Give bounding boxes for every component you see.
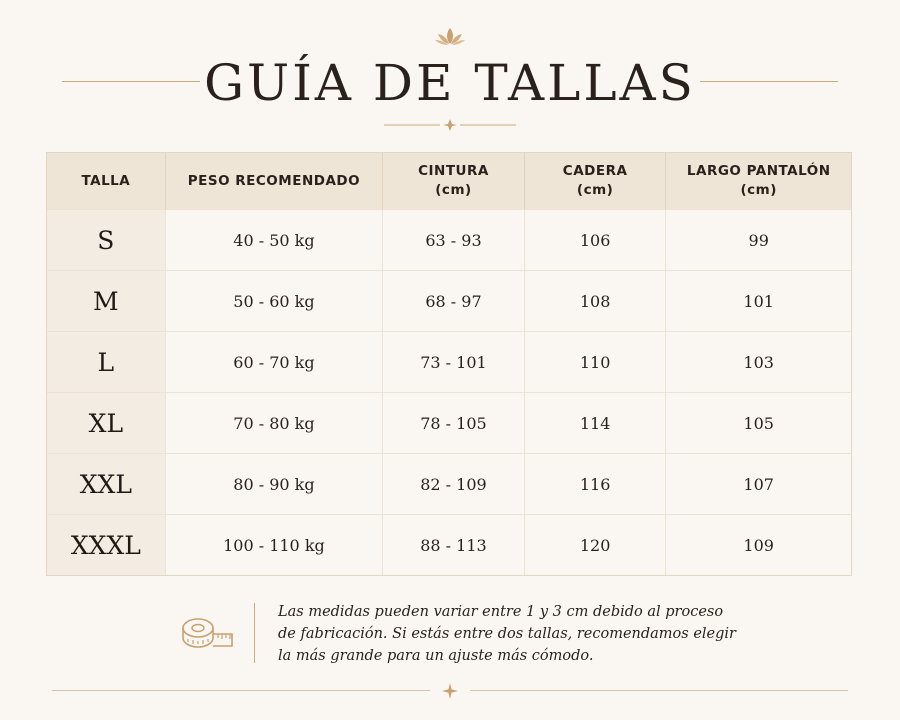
waist-cell: 82 - 109: [382, 454, 524, 514]
table-row: [47, 453, 851, 514]
length-cell: 109: [665, 515, 851, 575]
size-note: [278, 601, 748, 667]
table-header-row: [47, 153, 851, 209]
table-row: [47, 514, 851, 575]
size-cell: S: [47, 210, 165, 270]
weight-cell: 100 - 110 kg: [165, 515, 382, 575]
table-row: [47, 392, 851, 453]
lotus-ornament-icon: [434, 26, 466, 48]
hip-cell: 110: [524, 332, 666, 392]
table-row: [47, 331, 851, 392]
measuring-tape-icon: [180, 608, 236, 654]
length-cell: 107: [665, 454, 851, 514]
size-chart-table: [46, 152, 852, 576]
length-cell: 101: [665, 271, 851, 331]
table-row: [47, 270, 851, 331]
title-area: [0, 52, 900, 114]
waist-cell: 78 - 105: [382, 393, 524, 453]
hip-cell: 106: [524, 210, 666, 270]
title-divider-right: [700, 81, 838, 82]
footer-divider-left: [52, 690, 430, 691]
hip-cell: 114: [524, 393, 666, 453]
hip-cell: 116: [524, 454, 666, 514]
title-underline-ornament: [384, 117, 516, 133]
note-line: de fabricación. Si estás entre dos tallas, recomendamos elegir: [278, 626, 736, 642]
weight-cell: 40 - 50 kg: [165, 210, 382, 270]
note-line: Las medidas pueden variar entre 1 y 3 cm debido al proceso: [278, 604, 724, 620]
table-row: [47, 209, 851, 270]
size-cell: XXL: [47, 454, 165, 514]
waist-cell: 88 - 113: [382, 515, 524, 575]
header-cadera: CADERA (cm): [524, 153, 666, 209]
waist-cell: 68 - 97: [382, 271, 524, 331]
hip-cell: 108: [524, 271, 666, 331]
note-line: la más grande para un ajuste más cómodo.: [278, 648, 594, 664]
header-cintura: CINTURA (cm): [382, 153, 524, 209]
weight-cell: 80 - 90 kg: [165, 454, 382, 514]
header-talla: TALLA: [81, 172, 131, 189]
size-cell: M: [47, 271, 165, 331]
length-cell: 105: [665, 393, 851, 453]
size-cell: XXXL: [47, 515, 165, 575]
waist-cell: 73 - 101: [382, 332, 524, 392]
length-cell: 99: [665, 210, 851, 270]
weight-cell: 70 - 80 kg: [165, 393, 382, 453]
page-title: GUÍA DE TALLAS: [204, 54, 696, 112]
hip-cell: 120: [524, 515, 666, 575]
weight-cell: 60 - 70 kg: [165, 332, 382, 392]
weight-cell: 50 - 60 kg: [165, 271, 382, 331]
length-cell: 103: [665, 332, 851, 392]
footer-divider-right: [470, 690, 848, 691]
header-peso: PESO RECOMENDADO: [165, 153, 382, 209]
note-divider: [254, 603, 255, 663]
sparkle-ornament-icon: [441, 682, 459, 700]
size-cell: XL: [47, 393, 165, 453]
waist-cell: 63 - 93: [382, 210, 524, 270]
size-cell: L: [47, 332, 165, 392]
header-largo-pantalon: LARGO PANTALÓN (cm): [665, 153, 851, 209]
